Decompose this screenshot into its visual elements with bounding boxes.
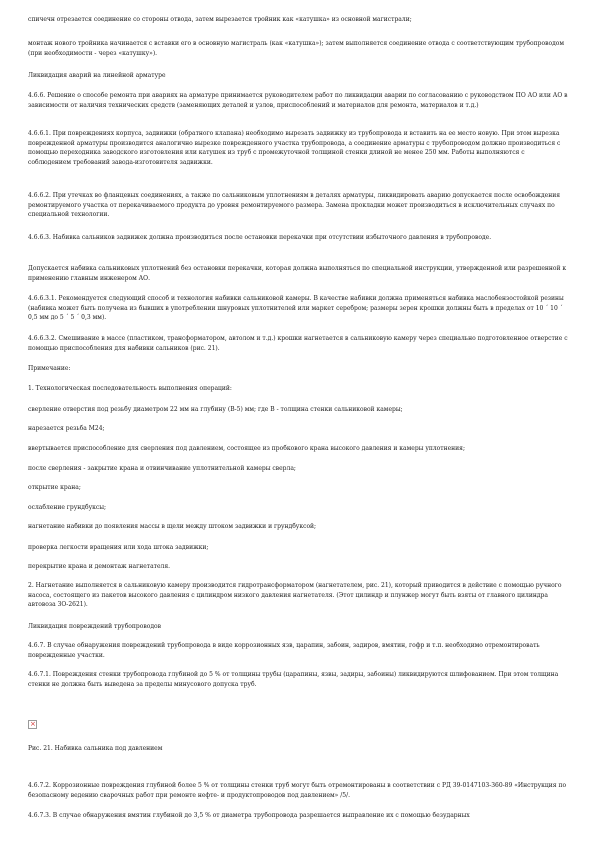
paragraph-4-6-6-1: 4.6.6.1. При повреждениях корпуса, задвижки (обратного клапана) необходимо вырезать задвижку из трубопровода и вставить на ее место новую. При этом вырезка поврежденной арматуры производится аналогично вырезке поврежденного участка трубопровода, а соединение арматуры с трубопроводом должно производиться с помощью переходника заводского изготовления или катушек из труб с промежуточной толщиной стенки длиной не менее 250 мм. Работы выполняются с соблюдением требований завода-изготовителя задвижки. — [28, 130, 561, 166]
note-step-loosen-gland: ослабление грундбуксы; — [28, 504, 107, 511]
note-step-thread: нарезается резьба М24; — [28, 425, 105, 432]
note-item-2: 2. Нагнетание выполняется в сальниковую камеру производится гидротрансформатором (нагнетателем, рис. 21), который приводится в действие с помощью ручного насоса, состоящего из пакетов высокого давления с цилиндром низкого давления нагнетателя. (Этот цилиндр и плунжер могут быть взяты от главного цилиндра автовоза ЗО-2621). — [28, 582, 562, 609]
paragraph-4-6-6: 4.6.6. Решение о способе ремонта при авариях на арматуре принимается руководителем работ по ликвидации аварии по согласованию с руководством ПО АО или АО в зависимости от наличия технических средств (заменяющих деталей и узлов, приспособлений и материалов для ремонта, материалов и т.д.) — [28, 92, 568, 109]
note-step-close-valve: перекрытие крана и демонтаж нагнетателя. — [28, 563, 171, 570]
note-heading: Примечание: — [28, 365, 71, 372]
paragraph-tee-install: монтаж нового тройника начинается с вставки его в основную магистраль (как «катушка»); затем выполняется соединение отвода с соответствующим трубопроводом (при необходимости - через «катушку»). — [28, 40, 565, 57]
paragraph-4-6-7-3: 4.6.7.3. В случае обнаружения вмятин глубиной до 3,5 % от диаметра трубопровода разрешается выправление их с помощью безударных — [28, 812, 470, 819]
section-heading-valve-accidents: Ликвидация аварий на линейной арматуре — [28, 72, 166, 79]
note-step-drilling: сверление отверстия под резьбу диаметром 22 мм на глубину (В-5) мм; где В - толщина стенки сальниковой камеры; — [28, 406, 403, 413]
paragraph-4-6-6-2: 4.6.6.2. При утечках во фланцевых соединениях, а также по сальниковым уплотнениям в деталях арматуры, ликвидировать аварию допускается после освобождения ремонтируемого участка от перекачиваемого продукта до уровня ремонтируемого размера. Замена прокладки может производиться в исключительных случаях по специальной технологии. — [28, 192, 560, 219]
note-step-open-valve: открытие крана; — [28, 484, 81, 491]
figure-caption-21: Рис. 21. Набивка сальника под давлением — [28, 745, 163, 752]
paragraph-4-6-7-1: 4.6.7.1. Повреждения стенки трубопровода глубиной до 5 % от толщины трубы (царапины, язвы, задиры, забоины) ликвидируются шлифованием. При этом толщина стенки не должна быть выведена за пределы минусового допуска труб. — [28, 671, 559, 688]
note-step-inject-packing: нагнетание набивки до появления массы в щели между штоком задвижки и грундбуксой; — [28, 523, 317, 530]
paragraph-seal-packing-allowed: Допускается набивка сальниковых уплотнений без остановки перекачки, которая должна выполняться по специальной инструкции, утвержденной или разрешенной к применению главным инженером АО. — [28, 265, 567, 282]
paragraph-4-6-7: 4.6.7. В случае обнаружения повреждений трубопровода в виде коррозионных язв, царапин, забоин, задиров, вмятин, гофр и т.п. необходимо отремонтировать поврежденные участки. — [28, 642, 540, 659]
paragraph-4-6-6-3-1: 4.6.6.3.1. Рекомендуется следующий способ и технология набивки сальниковой камеры. В качестве набивки должна применяться набивка маслобензостойкой резины (набивка может быть получена из бывших в употреблении шнуровых уплотнителей или маркет серебром; размеры зерен крошки должны быть в пределах от 10 ´ 10 ´ 0,5 мм до 5 ´ 5 ´ 0,3 мм). — [28, 295, 564, 322]
paragraph-4-6-7-2: 4.6.7.2. Коррозионные повреждения глубиной более 5 % от толщины стенки труб могут быть отремонтированы в соответствии с РД 39-0147103-360-89 «Инструкция по безопасному ведению сварочных работ при ремонте нефте- и продуктопроводов под давлением» /5/. — [28, 782, 567, 799]
paragraph-4-6-6-3-2-text: 4.6.6.3.2. Смешивание в массе (пластиком, трансформатором, автолом и т.д.) крошки нагнетается в сальниковую камеру через специально подготовленное отверстие с помощью приспособления для набивки сальников (рис. 21). — [28, 335, 568, 352]
note-step-after-drilling: после сверления - закрытие крана и отвинчивание уплотнительной камеры сверла; — [28, 465, 296, 472]
note-step-check-rotation: проверка легкости вращения или хода штока задвижки; — [28, 544, 209, 551]
paragraph-tee-cut: спичечн отрезается соединение со стороны отвода, затем вырезается тройник как «катушка» из основной магистрали; — [28, 16, 412, 23]
section-heading-pipeline-damage: Ликвидация повреждений трубопроводов — [28, 623, 162, 630]
broken-image-icon: × — [30, 720, 36, 728]
paragraph-4-6-6-3-2 — [28, 334, 568, 353]
paragraph-4-6-6-3: 4.6.6.3. Набивка сальников задвижек должна производиться после остановки перекачки при отсутствии избыточного давления в трубопроводе. — [28, 234, 492, 241]
note-step-screw-device: ввертывается приспособление для сверления под давлением, состоящее из пробкового крана высокого давления и камеры уплотнения; — [28, 445, 465, 452]
note-item-1-heading: 1. Технологическая последовательность выполнения операций: — [28, 385, 232, 392]
